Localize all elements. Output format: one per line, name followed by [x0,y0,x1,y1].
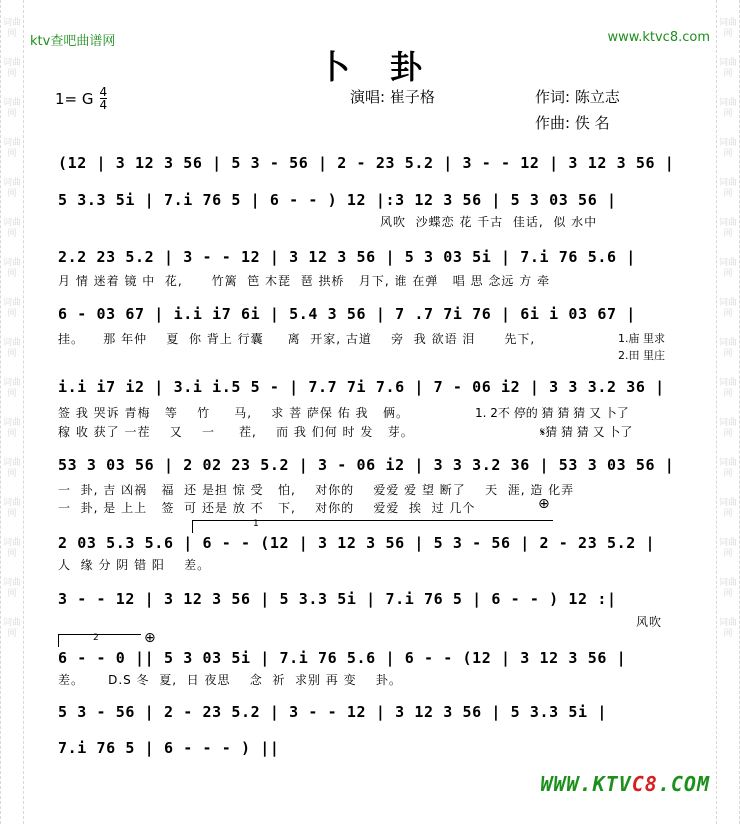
side-watermark-text: 词曲网 [2,218,21,239]
volta-two-label: 2 [93,633,99,643]
score-row: 7.i 76 5 | 6 - - - ) || [58,739,280,757]
side-watermark-text: 词曲网 [2,58,21,79]
score-row: i.i i7 i2 | 3.i i.5 5 - | 7.7 7i 7.6 | 7 - 06 i2 | 3 3 3.2 36 | [58,378,665,396]
lyric-line: 差。 D.S 冬 夏, 日 夜思 念 祈 求别 再 变 卦。 [58,673,402,687]
side-watermark-text: 词曲网 [718,618,737,639]
composer-credit: 作曲: 佚 名 [535,114,610,132]
coda-sign: ⊕ [144,630,156,646]
volta-one-label: 1 [253,519,259,529]
score-row: 2 03 5.3 5.6 | 6 - - (12 | 3 12 3 56 | 5 3 - 56 | 2 - 23 5.2 | [58,534,656,552]
score-row: 5 3.3 5i | 7.i 76 5 | 6 - - ) 12 |:3 12 3 56 | 5 3 03 56 | [58,191,617,209]
key-signature [55,86,107,111]
side-watermark-text: 词曲网 [718,258,737,279]
side-watermark-text: 词曲网 [718,58,737,79]
side-watermark-text: 词曲网 [718,418,737,439]
score-row: 6 - 03 67 | i.i i7 6i | 5.4 3 56 | 7 .7 7i 76 | 6i i 03 67 | [58,305,636,323]
side-watermark-text: 词曲网 [2,578,21,599]
lyric-line: 一 卦, 是 上上 签 可 还是 放 不 下, 对你的 爱爱 挨 过 几个 [58,501,476,515]
lyricist-credit: 作词: 陈立志 [535,88,620,106]
side-watermark-text: 词曲网 [2,298,21,319]
site-watermark-right: www.ktvc8.com [607,30,710,45]
lyric-line: 挂。 那 年仲 夏 你 背上 行囊 离 开家, 古道 旁 我 欲语 泪 先下, [58,332,536,346]
score-row: 2.2 23 5.2 | 3 - - 12 | 3 12 3 56 | 5 3 03 5i | 7.i 76 5.6 | [58,248,636,266]
side-watermark-text: 词曲网 [2,378,21,399]
side-watermark-text: 词曲网 [718,18,737,39]
side-watermark-text: 词曲网 [718,138,737,159]
left-watermark-strip [0,0,24,824]
lyric-line: 月 情 迷着 镜 中 花, 竹篱 笆 木琵 琶 拱桥 月下, 谁 在弹 唱 思 念远 方 牵 [58,274,551,288]
volta-one-bracket [192,520,553,533]
score-row: 6 - - 0 || 5 3 03 5i | 7.i 76 5.6 | 6 - - (12 | 3 12 3 56 | [58,649,627,667]
key-label: 1= G [55,89,94,108]
side-watermark-text: 词曲网 [718,498,737,519]
side-watermark-text: 词曲网 [2,258,21,279]
score-row: 3 - - 12 | 3 12 3 56 | 5 3.3 5i | 7.i 76 5 | 6 - - ) 12 :| [58,590,617,608]
side-watermark-text: 词曲网 [718,178,737,199]
side-watermark-text: 词曲网 [2,18,21,39]
site-watermark-left: ktv查吧曲谱网 [30,34,116,49]
song-title: 卜卦 [317,48,462,86]
ending-note: 1. 2不 停的 猜 猜 猜 又 卜了 [475,406,629,420]
side-watermark-text: 词曲网 [2,418,21,439]
score-row: 53 3 03 56 | 2 02 23 5.2 | 3 - 06 i2 | 3 3 3.2 36 | 53 3 03 56 | [58,456,675,474]
side-watermark-text: 词曲网 [718,98,737,119]
footer-logo-main: WWW.KTV [540,772,632,796]
score-row: (12 | 3 12 3 56 | 5 3 - 56 | 2 - 23 5.2 | 3 - - 12 | 3 12 3 56 | [58,154,675,172]
lyric-line: 稼 收 获了 一茬 又 一 茬, 而 我 们何 时 发 芽。 [58,425,414,439]
lyric-line: 风吹 沙蝶恋 花 千古 佳话, 似 水中 [380,215,598,229]
side-watermark-text: 词曲网 [718,338,737,359]
side-watermark-text: 词曲网 [718,218,737,239]
verse-two-marker: 2.田 里庄 [618,349,665,362]
side-watermark-text: 词曲网 [2,538,21,559]
side-watermark-text: 词曲网 [718,378,737,399]
side-watermark-text: 词曲网 [2,338,21,359]
lyric-line: 风吹 [636,615,663,629]
lyric-line: 签 我 哭诉 青梅 等 竹 马, 求 菩 萨保 佑 我 俩。 [58,406,409,420]
side-watermark-text: 词曲网 [2,138,21,159]
time-signature [100,86,108,111]
score-row: 5 3 - 56 | 2 - 23 5.2 | 3 - - 12 | 3 12 3 56 | 5 3.3 5i | [58,703,607,721]
footer-logo-c8: C8 [631,772,658,796]
coda-sign: ⊕ [538,496,550,512]
volta-two-bracket [58,634,141,647]
singer-credit: 演唱: 崔子格 [350,88,435,106]
time-signature-top: 4 [99,85,108,99]
side-watermark-text: 词曲网 [2,618,21,639]
time-signature-bottom: 4 [99,98,108,112]
side-watermark-text: 词曲网 [2,178,21,199]
side-watermark-text: 词曲网 [718,538,737,559]
footer-site-logo [540,772,710,796]
lyric-line: 人 缘 分 阴 错 阳 差。 [58,558,211,572]
side-watermark-text: 词曲网 [718,298,737,319]
segno-line: 𝄋猜 猜 猜 又 卜了 [540,425,633,439]
lyric-line: 一 卦, 吉 凶祸 福 还 是担 惊 受 怕, 对你的 爱爱 爱 望 断了 天 涯, 造 化弄 [58,483,575,497]
right-watermark-strip [716,0,740,824]
side-watermark-text: 词曲网 [2,458,21,479]
side-watermark-text: 词曲网 [718,578,737,599]
side-watermark-text: 词曲网 [2,98,21,119]
side-watermark-text: 词曲网 [718,458,737,479]
verse-one-marker: 1.庙 里求 [618,332,665,345]
side-watermark-text: 词曲网 [2,498,21,519]
footer-logo-com: .COM [657,772,710,796]
